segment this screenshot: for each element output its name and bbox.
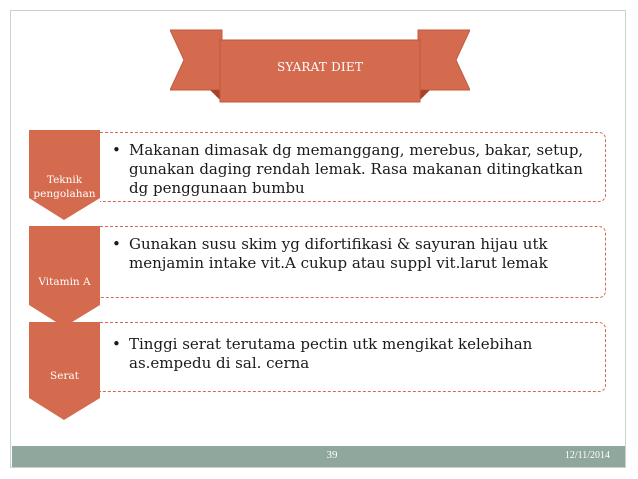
bullet-marker: •	[112, 335, 121, 353]
row-label-vitamin: Vitamin A	[38, 276, 91, 288]
page-number: 39	[326, 449, 338, 461]
content-card	[100, 226, 606, 298]
slide-title: SYARAT DIET	[276, 60, 364, 74]
bullet-item	[112, 335, 592, 373]
content-card	[100, 322, 606, 392]
slide-date: 12/11/2014	[564, 450, 610, 461]
label-line: pengolahan	[33, 188, 96, 200]
bullet-marker: •	[112, 235, 121, 253]
bullet-marker: •	[112, 141, 121, 159]
bullet-text: Makanan dimasak dg memanggang, merebus, bakar, setup, gunakan daging rendah lemak. Rasa makanan ditingkatkan dg penggunaan bumbu	[129, 141, 584, 197]
label-line: Teknik	[46, 174, 83, 186]
bullet-item	[112, 141, 592, 198]
row-label-serat: Serat	[50, 370, 79, 382]
bullet-text: Gunakan susu skim yg difortifikasi & sayuran hijau utk menjamin intake vit.A cukup atau suppl vit.larut lemak	[129, 235, 548, 272]
bullet-text: Tinggi serat terutama pectin utk mengikat kelebihan as.empedu di sal. cerna	[129, 335, 533, 372]
row-label-teknik	[29, 173, 100, 201]
content-card	[100, 132, 606, 202]
bullet-item	[112, 235, 592, 273]
footer-bar	[12, 446, 625, 467]
